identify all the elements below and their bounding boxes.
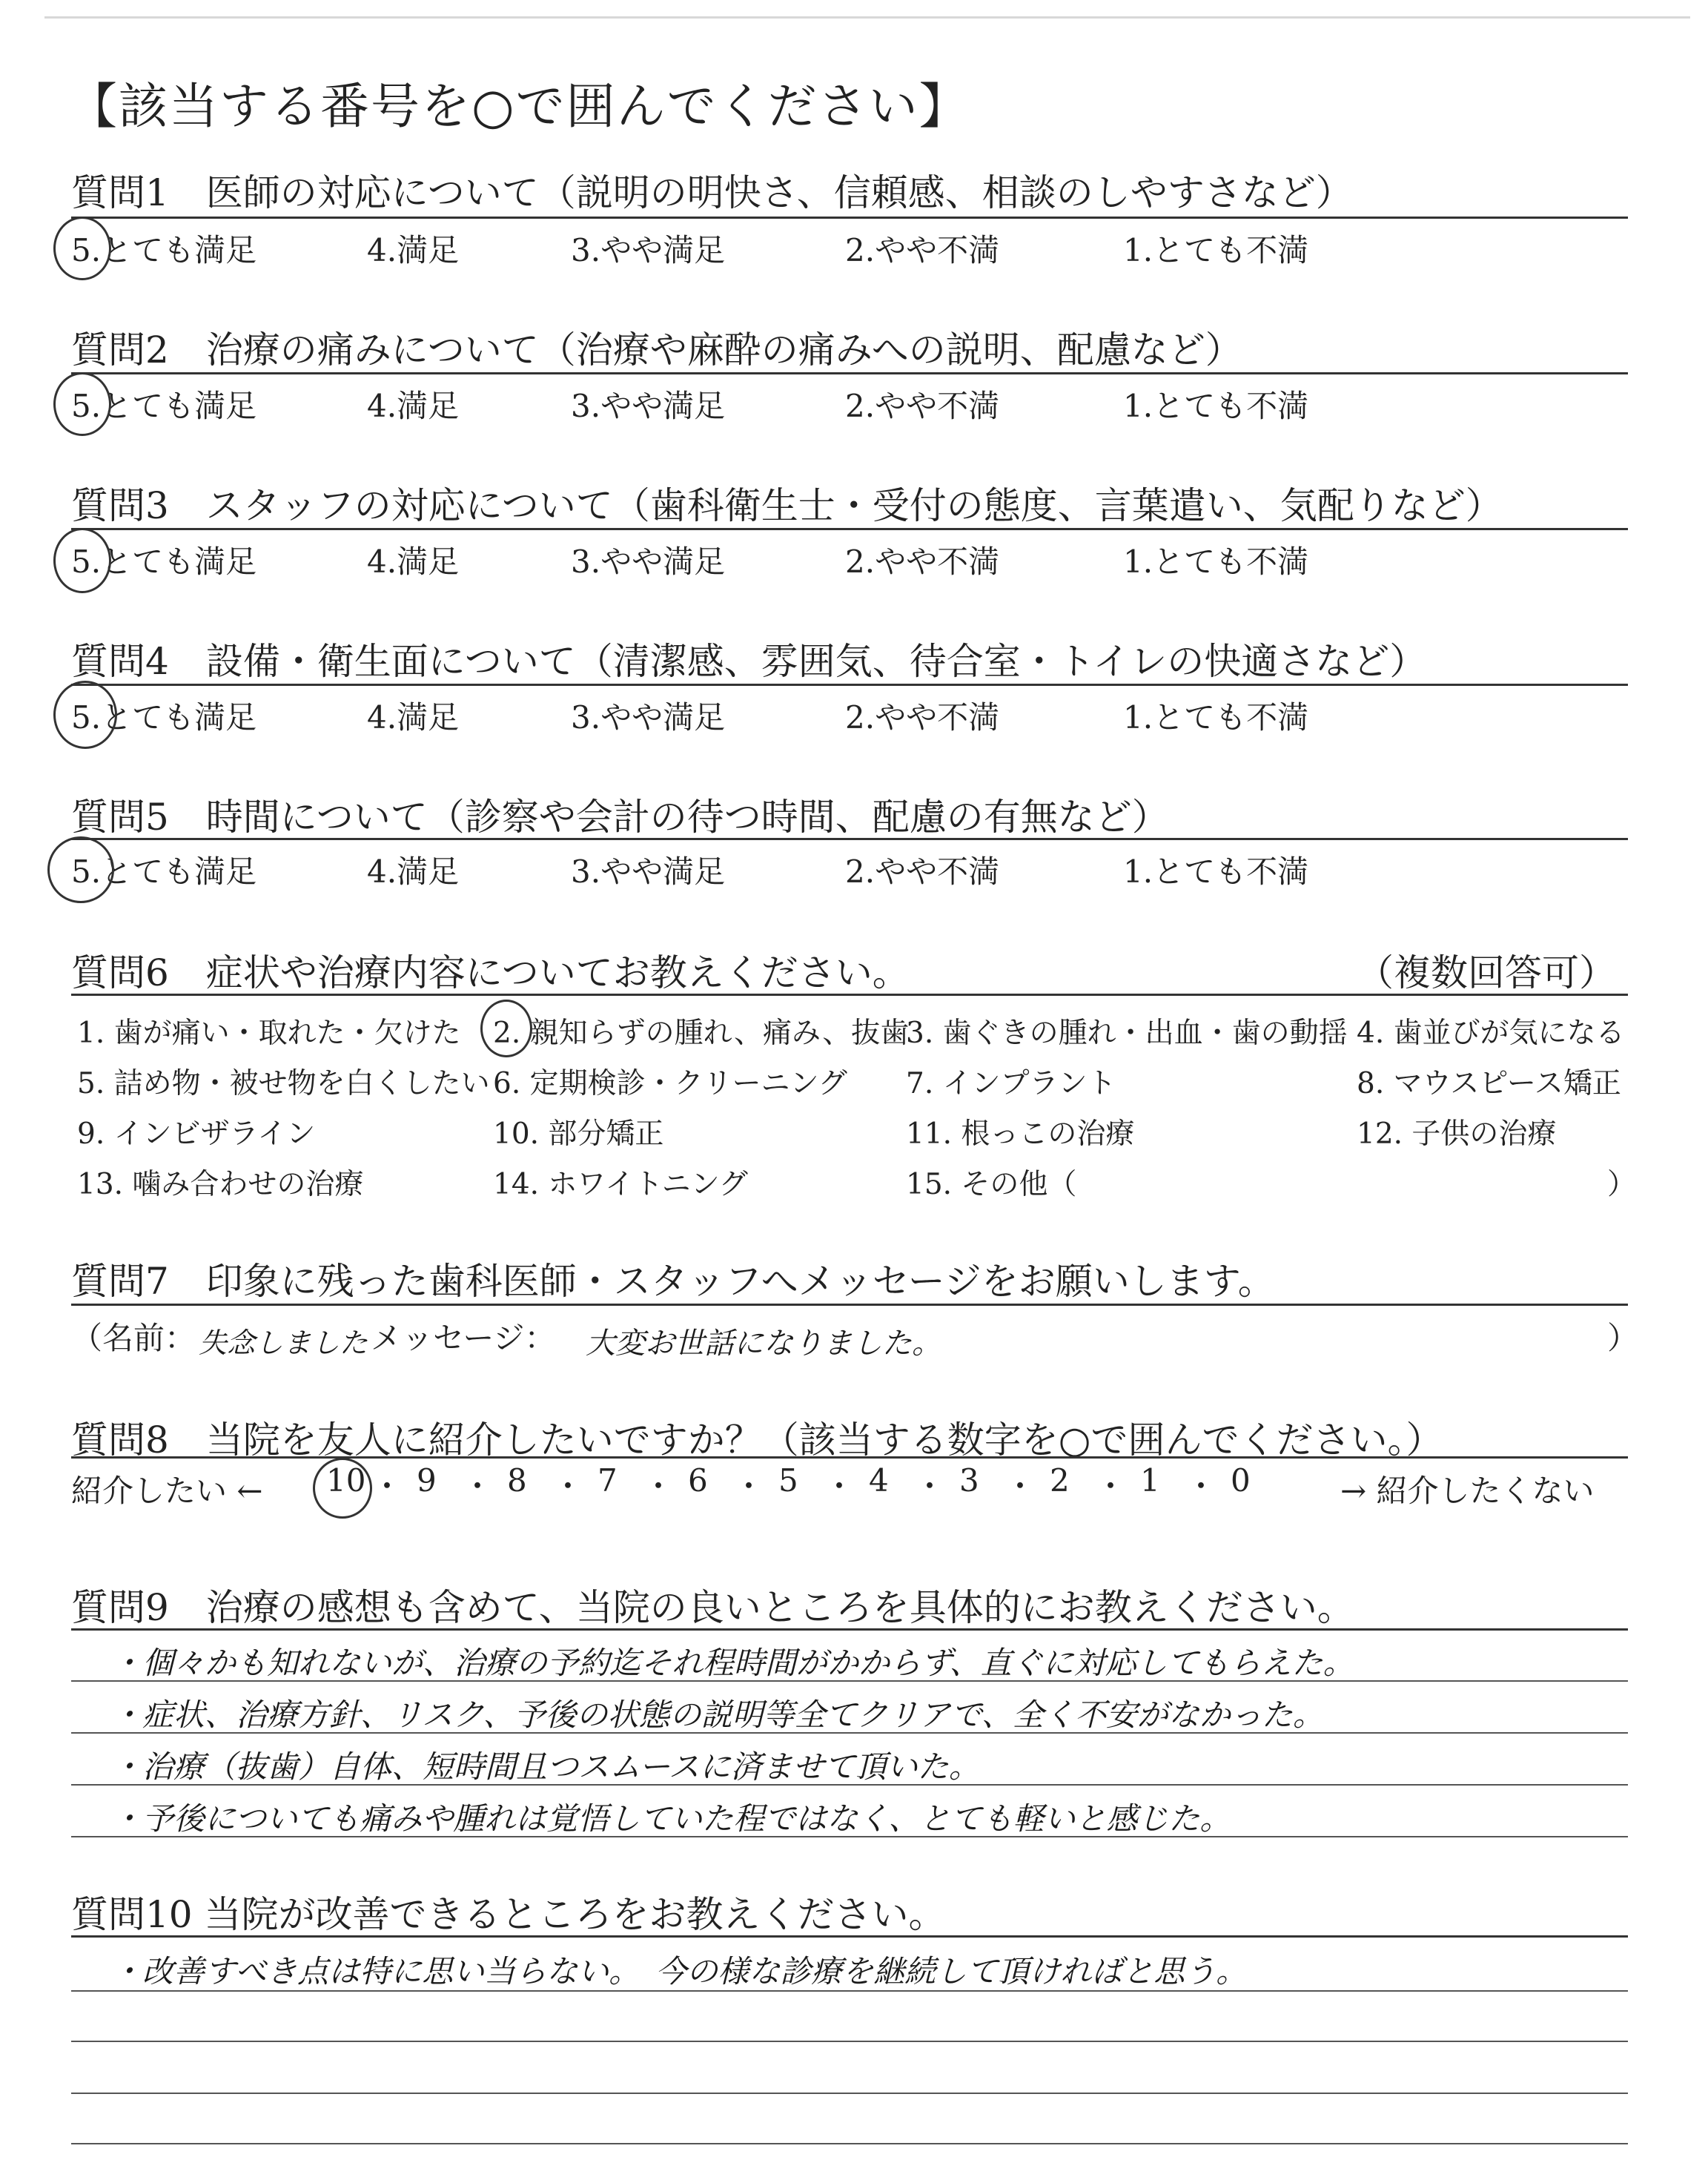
q9-answer-line-3[interactable]: ・治療（抜歯）自体、短時間且つスムースに済ませて頂いた。: [111, 1748, 980, 1785]
q3-title: 質問3 スタッフの対応について（歯科衛生士・受付の態度、言葉遣い、気配りなど）: [71, 484, 1503, 527]
q8-right-label: → 紹介したくない: [1340, 1473, 1595, 1509]
q6-item-7[interactable]: 7. インプラント: [906, 1067, 1116, 1100]
q1-option-1[interactable]: 1.とても不満: [1123, 232, 1309, 268]
q8-rule: [71, 1456, 1628, 1459]
q7-name-value[interactable]: 失念しました: [199, 1327, 368, 1359]
q8-scale-separator: ・: [1095, 1468, 1127, 1505]
q8-scale-separator: ・: [371, 1468, 403, 1505]
q9-line-rule-4: [71, 1836, 1628, 1837]
q8-scale-value-10[interactable]: 10: [326, 1462, 366, 1499]
q9-line-rule-2: [71, 1732, 1628, 1734]
q6-item-14[interactable]: 14. ホワイトニング: [493, 1168, 748, 1201]
q6-item-4[interactable]: 4. 歯並びが気になる: [1357, 1017, 1625, 1050]
q7-close: ）: [1607, 1320, 1639, 1356]
q3-option-2[interactable]: 2.やや不満: [845, 544, 1000, 580]
q2-rule: [71, 372, 1628, 374]
q4-option-2[interactable]: 2.やや不満: [845, 699, 1000, 736]
q9-line-rule-1: [71, 1680, 1628, 1682]
q2-option-4[interactable]: 4.満足: [367, 388, 460, 424]
q7-rule: [71, 1304, 1628, 1306]
q4-option-3[interactable]: 3.やや満足: [571, 699, 726, 736]
q6-item-2[interactable]: 2. 親知らずの腫れ、痛み、抜歯: [493, 1017, 910, 1050]
q6-item-12[interactable]: 12. 子供の治療: [1357, 1117, 1557, 1151]
q8-scale-separator: ・: [552, 1468, 584, 1505]
q6-note: （複数回答可）: [1357, 951, 1616, 994]
q2-option-5[interactable]: 5.とても満足: [71, 388, 257, 424]
q6-item-11[interactable]: 11. 根っこの治療: [906, 1117, 1135, 1151]
q2-option-3[interactable]: 3.やや満足: [571, 388, 726, 424]
q8-scale-value-2[interactable]: 2: [1050, 1462, 1070, 1499]
q8-left-label: 紹介したい ←: [71, 1473, 263, 1509]
q5-title: 質問5 時間について（診察や会計の待つ時間、配慮の有無など）: [71, 796, 1169, 839]
q10-answer-line-1[interactable]: ・改善すべき点は特に思い当らない。 今の様な診療を継続して頂ければと思う。: [111, 1953, 1248, 1989]
q4-title: 質問4 設備・衛生面について（清潔感、雰囲気、待合室・トイレの快適さなど）: [71, 640, 1427, 683]
q9-rule: [71, 1628, 1628, 1631]
q8-scale-separator: ・: [462, 1468, 494, 1505]
q5-rule: [71, 838, 1628, 840]
q8-title: 質問8 当院を友人に紹介したいですか？（該当する数字を○で囲んでください。）: [71, 1418, 1443, 1462]
q8-scale-separator: ・: [914, 1468, 946, 1505]
q8-scale-separator: ・: [1004, 1468, 1036, 1505]
q8-scale-value-3[interactable]: 3: [959, 1462, 979, 1499]
q9-answer-line-2[interactable]: ・症状、治療方針、リスク、予後の状態の説明等全てクリアで、全く不安がなかった。: [111, 1697, 1324, 1733]
q7-title: 質問7 印象に残った歯科医師・スタッフへメッセージをお願いします。: [71, 1260, 1275, 1303]
q3-option-4[interactable]: 4.満足: [367, 544, 460, 580]
q6-item-8[interactable]: 8. マウスピース矯正: [1357, 1067, 1621, 1100]
q9-answer-line-4[interactable]: ・予後についても痛みや腫れは覚悟していた程ではなく、とても軽いと感じた。: [111, 1800, 1231, 1837]
q9-line-rule-3: [71, 1784, 1628, 1786]
q10-line-rule-1: [71, 1990, 1628, 1992]
q6-item-6[interactable]: 6. 定期検診・クリーニング: [493, 1067, 847, 1100]
q6-item-5[interactable]: 5. 詰め物・被せ物を白くしたい: [77, 1067, 490, 1100]
q7-message-label: メッセージ：: [371, 1320, 556, 1356]
q10-line-rule-4: [71, 2143, 1628, 2144]
q6-other-close: ）: [1607, 1168, 1637, 1201]
q8-scale-value-5[interactable]: 5: [778, 1462, 798, 1499]
q9-answer-line-1[interactable]: ・個々かも知れないが、治療の予約迄それ程時間がかからず、直ぐに対応してもらえた。: [111, 1645, 1354, 1681]
q8-scale-separator: ・: [1185, 1468, 1217, 1505]
q4-option-4[interactable]: 4.満足: [367, 699, 460, 736]
q6-item-9[interactable]: 9. インビザライン: [77, 1117, 316, 1151]
q8-scale-value-6[interactable]: 6: [688, 1462, 708, 1499]
q1-option-2[interactable]: 2.やや不満: [845, 232, 1000, 268]
q6-item-13[interactable]: 13. 噛み合わせの治療: [77, 1168, 364, 1201]
q1-title: 質問1 医師の対応について（説明の明快さ、信頼感、相談のしやすさなど）: [71, 171, 1353, 214]
q4-option-5[interactable]: 5.とても満足: [71, 699, 257, 736]
q5-option-2[interactable]: 2.やや不満: [845, 853, 1000, 890]
q3-option-5[interactable]: 5.とても満足: [71, 544, 257, 580]
q5-option-3[interactable]: 3.やや満足: [571, 853, 726, 890]
q3-option-1[interactable]: 1.とても不満: [1123, 544, 1309, 580]
q6-item-1[interactable]: 1. 歯が痛い・取れた・欠けた: [77, 1017, 461, 1050]
q8-scale-value-7[interactable]: 7: [598, 1462, 618, 1499]
q10-line-rule-3: [71, 2093, 1628, 2094]
q6-rule: [71, 994, 1628, 996]
q2-option-1[interactable]: 1.とても不満: [1123, 388, 1309, 424]
q4-rule: [71, 684, 1628, 686]
q2-title: 質問2 治療の痛みについて（治療や麻酔の痛みへの説明、配慮など）: [71, 328, 1242, 371]
q7-message-value[interactable]: 大変お世話になりました。: [586, 1327, 941, 1361]
page-heading: 【該当する番号を○で囲んでください】: [68, 78, 970, 135]
q2-option-2[interactable]: 2.やや不満: [845, 388, 1000, 424]
q3-option-3[interactable]: 3.やや満足: [571, 544, 726, 580]
q8-scale-value-0[interactable]: 0: [1231, 1462, 1251, 1499]
q8-scale-value-8[interactable]: 8: [507, 1462, 527, 1499]
q1-rule: [71, 217, 1628, 219]
q10-rule: [71, 1935, 1628, 1938]
top-border: [44, 16, 1690, 19]
q8-scale-separator: ・: [733, 1468, 765, 1505]
q5-option-5[interactable]: 5.とても満足: [71, 853, 257, 890]
q6-item-10[interactable]: 10. 部分矯正: [493, 1117, 664, 1151]
q6-title: 質問6 症状や治療内容についてお教えください。: [71, 951, 910, 994]
q9-title: 質問9 治療の感想も含めて、当院の良いところを具体的にお教えください。: [71, 1586, 1354, 1629]
q7-name-label: （名前：: [71, 1320, 196, 1356]
q10-line-rule-2: [71, 2041, 1628, 2042]
q5-option-4[interactable]: 4.満足: [367, 853, 460, 890]
q8-scale-separator: ・: [824, 1468, 855, 1505]
q1-option-3[interactable]: 3.やや満足: [571, 232, 726, 268]
q8-scale-value-9[interactable]: 9: [417, 1462, 437, 1499]
q3-rule: [71, 528, 1628, 530]
q8-scale-value-4[interactable]: 4: [869, 1462, 889, 1499]
q8-scale-value-1[interactable]: 1: [1140, 1462, 1160, 1499]
q10-title: 質問10 当院が改善できるところをお教えください。: [71, 1893, 946, 1936]
q1-option-5[interactable]: 5.とても満足: [71, 232, 257, 268]
q8-scale-separator: ・: [643, 1468, 675, 1505]
q6-item-15[interactable]: 15. その他（: [906, 1168, 1077, 1201]
q5-option-1[interactable]: 1.とても不満: [1123, 853, 1309, 890]
q1-option-4[interactable]: 4.満足: [367, 232, 460, 268]
q6-item-3[interactable]: 3. 歯ぐきの腫れ・出血・歯の動揺: [906, 1017, 1348, 1050]
q4-option-1[interactable]: 1.とても不満: [1123, 699, 1309, 736]
